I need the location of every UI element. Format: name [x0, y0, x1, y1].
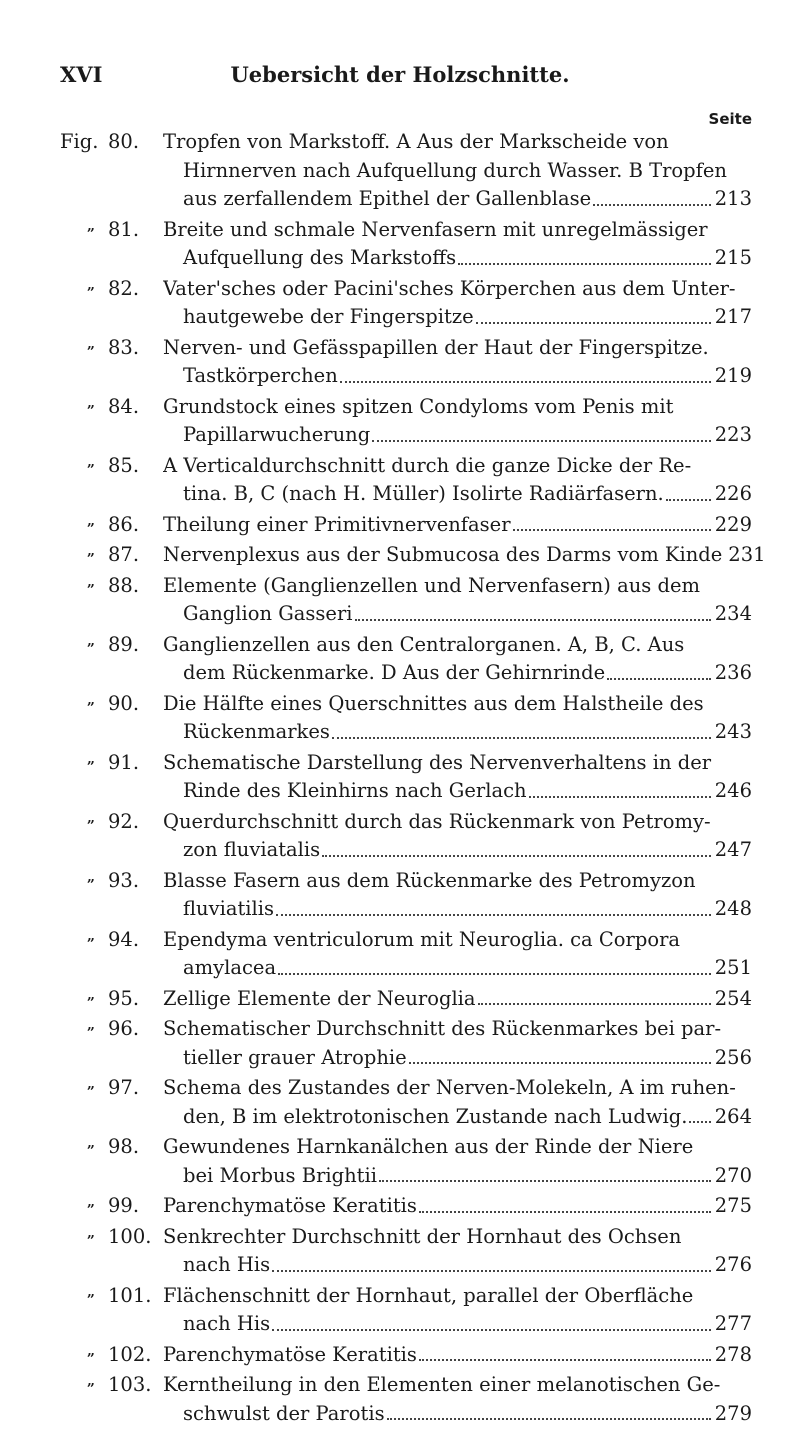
figure-number: 87. — [108, 543, 140, 566]
figure-caption — [163, 1282, 752, 1339]
dot-leader — [276, 895, 711, 916]
figure-caption — [163, 1341, 752, 1370]
figure-number: 85. — [108, 453, 140, 477]
caption-last-line — [163, 985, 752, 1014]
caption-line: A Verticaldurchschnitt durch die ganze Dicke der Re- — [163, 453, 692, 477]
figure-caption — [163, 511, 752, 540]
figure-caption — [163, 393, 752, 450]
figure-caption — [163, 1133, 752, 1190]
caption-line: Schema des Zustandes der Nerven-Molekeln, A im ruhen- — [163, 1076, 736, 1099]
caption-last-line — [163, 1251, 752, 1280]
page-ref: 279 — [714, 1401, 752, 1425]
figure-caption — [163, 1074, 752, 1131]
caption-line: Blasse Fasern aus dem Rückenmarke des Petromyzon — [163, 868, 696, 892]
caption-line: fluviatilis — [183, 897, 274, 920]
figure-number: 86. — [108, 512, 140, 536]
figure-caption — [163, 631, 752, 688]
dot-leader — [387, 1400, 711, 1421]
caption-line: Die Hälfte eines Querschnittes aus dem Halstheile des — [163, 691, 704, 715]
caption-line: schwulst der Parotis — [183, 1401, 385, 1425]
dot-leader — [340, 362, 711, 383]
dot-leader — [278, 954, 711, 975]
figure-entry — [0, 128, 800, 214]
figure-number: 95. — [108, 986, 140, 1010]
figure-number: 99. — [108, 1194, 140, 1217]
page-ref: 213 — [714, 187, 752, 210]
caption-line: Ependyma ventriculorum mit Neuroglia. ca Corpora — [163, 927, 681, 951]
ditto-mark: „ — [87, 394, 96, 411]
figure-caption — [163, 867, 752, 924]
ditto-mark: „ — [87, 1194, 96, 1210]
page-ref: 223 — [714, 423, 752, 446]
figure-number: 81. — [108, 217, 140, 241]
caption-line: Tropfen von Markstoff. A Aus der Markscheide von — [163, 130, 669, 153]
page-ref: 276 — [714, 1253, 752, 1276]
page-ref: 229 — [714, 512, 752, 536]
figure-caption — [163, 572, 752, 629]
figure-entry — [0, 334, 800, 391]
dot-leader — [529, 777, 711, 798]
caption-line: Zellige Elemente der Neuroglia — [163, 986, 476, 1010]
caption-line: hautgewebe der Fingerspitze — [183, 305, 474, 328]
caption-last-line — [163, 1044, 752, 1073]
figure-entry — [0, 541, 800, 570]
dot-leader — [332, 718, 711, 739]
figure-number: 89. — [108, 632, 140, 656]
page-ref: 243 — [714, 720, 752, 743]
figure-entry — [0, 985, 800, 1014]
dot-leader — [379, 1162, 711, 1183]
figure-entry — [0, 808, 800, 865]
caption-last-line — [163, 600, 752, 629]
caption-last-line — [163, 244, 752, 273]
caption-line: Papillarwucherung — [183, 423, 371, 446]
caption-line: Querdurchschnitt durch das Rückenmark von Petromy- — [163, 809, 711, 833]
caption-last-line — [163, 895, 752, 924]
figure-number: 92. — [108, 809, 140, 833]
figure-caption — [163, 985, 752, 1014]
figure-number: 94. — [108, 927, 140, 951]
ditto-mark: „ — [87, 1283, 96, 1300]
page-ref: 236 — [714, 661, 752, 684]
caption-line: bei Morbus Brightii — [183, 1163, 377, 1187]
ditto-mark: „ — [87, 750, 96, 767]
caption-line: Grundstock eines spitzen Condyloms vom Penis mit — [163, 394, 674, 418]
page-ref: 251 — [714, 956, 752, 979]
caption-line: Nerven- und Gefässpapillen der Haut der Fingerspitze. — [163, 335, 709, 359]
ditto-mark: „ — [87, 691, 96, 708]
ditto-mark: „ — [87, 453, 96, 470]
caption-line: Parenchymatöse Keratitis — [163, 1342, 417, 1366]
figure-entry — [0, 1341, 800, 1370]
figure-number: 102. — [108, 1342, 152, 1366]
caption-line: tieller grauer Atrophie — [183, 1045, 407, 1069]
caption-line: nach His — [183, 1253, 271, 1276]
caption-line: zon fluviatalis — [183, 838, 321, 861]
dot-leader — [593, 185, 711, 206]
ditto-mark: „ — [87, 512, 96, 529]
caption-last-line — [163, 480, 752, 509]
caption-line: Theilung einer Primitivnervenfaser — [163, 512, 511, 536]
caption-last-line — [163, 718, 752, 747]
figure-number: 83. — [108, 335, 140, 359]
figure-caption — [163, 1192, 752, 1221]
figure-caption — [163, 1015, 752, 1072]
page-ref: 275 — [714, 1194, 752, 1217]
caption-line: aus zerfallendem Epithel der Gallenblase — [183, 187, 592, 210]
caption-last-line — [163, 1162, 752, 1191]
page-ref: 219 — [714, 364, 752, 387]
ditto-mark: „ — [87, 1342, 96, 1359]
figure-entry — [0, 1371, 800, 1428]
figure-caption — [163, 749, 752, 806]
page-ref: 270 — [714, 1163, 752, 1187]
figure-entry — [0, 452, 800, 509]
caption-line: Senkrechter Durchschnitt der Hornhaut des Ochsen — [163, 1224, 682, 1248]
ditto-mark: „ — [87, 1135, 96, 1151]
dot-leader — [419, 1341, 711, 1362]
dot-leader — [272, 1310, 711, 1331]
figure-entry — [0, 216, 800, 273]
figure-entry — [0, 867, 800, 924]
figure-entry — [0, 749, 800, 806]
figure-number: 100. — [108, 1224, 152, 1248]
caption-last-line — [163, 836, 752, 865]
page-ref: 247 — [714, 838, 752, 861]
figure-caption — [163, 1223, 752, 1280]
figure-number: 84. — [108, 394, 140, 418]
figure-number: 103. — [108, 1373, 152, 1396]
figure-entry — [0, 572, 800, 629]
caption-line: Kerntheilung in den Elementen einer melanotischen Ge- — [163, 1373, 721, 1396]
figure-number: 93. — [108, 868, 140, 892]
page-ref: 231 — [728, 543, 766, 566]
figure-entry — [0, 275, 800, 332]
dot-leader — [689, 1103, 710, 1124]
caption-line: Rückenmarkes — [183, 720, 330, 743]
figure-entry — [0, 690, 800, 747]
figure-caption — [163, 452, 752, 509]
page-ref: 234 — [714, 602, 752, 625]
dot-leader — [607, 659, 711, 680]
figure-entry — [0, 1015, 800, 1072]
dot-leader — [372, 421, 711, 442]
caption-last-line — [163, 1310, 752, 1339]
dot-leader — [355, 600, 711, 621]
figure-number: 97. — [108, 1076, 140, 1099]
figure-entry — [0, 1282, 800, 1339]
dot-leader — [419, 1192, 711, 1213]
caption-line: den, B im elektrotonischen Zustande nach Ludwig. — [183, 1104, 688, 1128]
dot-leader — [513, 511, 711, 532]
caption-line: amylacea — [183, 956, 277, 979]
figure-number: 96. — [108, 1017, 140, 1040]
figure-number: 88. — [108, 573, 140, 597]
page-ref: 246 — [714, 779, 752, 802]
caption-line: Parenchymatöse Keratitis — [163, 1194, 417, 1217]
ditto-mark: „ — [87, 335, 96, 352]
figure-caption — [163, 334, 752, 391]
caption-last-line — [163, 541, 766, 570]
page-ref: 226 — [714, 482, 752, 505]
caption-line: Elemente (Ganglienzellen und Nervenfasern) aus dem — [163, 573, 701, 597]
dot-leader — [478, 985, 711, 1006]
caption-last-line — [163, 1103, 752, 1132]
caption-line: Rinde des Kleinhirns nach Gerlach — [183, 779, 527, 802]
caption-line: Tastkörperchen — [183, 364, 338, 387]
figure-list — [0, 128, 800, 1430]
caption-line: dem Rückenmarke. D Aus der Gehirnrinde — [183, 661, 606, 684]
caption-line: Ganglion Gasseri — [183, 602, 353, 625]
caption-line: Ganglienzellen aus den Centralorganen. A, B, C. Aus — [163, 632, 685, 656]
figure-number: 82. — [108, 276, 140, 300]
caption-line: Gewundenes Harnkanälchen aus der Rinde der Niere — [163, 1135, 694, 1158]
page-ref: 277 — [714, 1312, 752, 1335]
caption-last-line — [163, 954, 752, 983]
caption-line: Schematischer Durchschnitt des Rückenmarkes bei par- — [163, 1017, 722, 1040]
figure-entry — [0, 511, 800, 540]
figure-entry — [0, 1192, 800, 1221]
caption-line: Breite und schmale Nervenfasern mit unregelmässiger — [163, 217, 708, 241]
ditto-mark: „ — [87, 1373, 96, 1389]
dot-leader — [458, 244, 711, 265]
figure-caption — [163, 808, 752, 865]
figure-caption — [163, 690, 752, 747]
caption-last-line — [163, 303, 752, 332]
caption-line: Aufquellung des Markstoffs — [183, 246, 457, 269]
caption-last-line — [163, 1192, 752, 1221]
figure-number: 98. — [108, 1135, 140, 1158]
caption-last-line — [163, 185, 752, 214]
figure-caption — [163, 128, 752, 214]
figure-number: 90. — [108, 691, 140, 715]
caption-last-line — [163, 1400, 752, 1429]
caption-line: Hirnnerven nach Aufquellung durch Wasser. B Tropfen — [183, 158, 727, 182]
figure-entry — [0, 631, 800, 688]
caption-line: tina. B, C (nach H. Müller) Isolirte Radiärfasern. — [183, 482, 664, 505]
figure-caption — [163, 926, 752, 983]
dot-leader — [666, 480, 711, 501]
ditto-mark: „ — [87, 868, 96, 885]
dot-leader — [322, 836, 711, 857]
ditto-mark: „ — [87, 1017, 96, 1033]
caption-line: Vater'sches oder Pacini'sches Körperchen aus dem Unter- — [163, 276, 736, 300]
figure-entry — [0, 1074, 800, 1131]
ditto-mark: „ — [87, 543, 96, 559]
ditto-mark: „ — [87, 809, 96, 826]
page-ref: 217 — [714, 305, 752, 328]
ditto-mark: „ — [87, 1076, 96, 1092]
page-ref: 215 — [714, 246, 752, 269]
caption-last-line — [163, 511, 752, 540]
ditto-mark: „ — [87, 276, 96, 293]
ditto-mark: „ — [87, 573, 96, 590]
figure-caption — [163, 541, 766, 570]
dot-leader — [409, 1044, 711, 1065]
caption-line: Schematische Darstellung des Nervenverhaltens in der — [163, 750, 712, 774]
ditto-mark: „ — [87, 217, 96, 234]
ditto-mark: „ — [87, 927, 96, 944]
figure-number: 91. — [108, 750, 140, 774]
figure-entry — [0, 393, 800, 450]
caption-line: Flächenschnitt der Hornhaut, parallel der Oberfläche — [163, 1283, 694, 1307]
page-ref: 256 — [714, 1045, 752, 1069]
page-ref: 248 — [714, 897, 752, 920]
figure-caption — [163, 275, 752, 332]
page-ref: 278 — [714, 1342, 752, 1366]
dot-leader — [476, 303, 711, 324]
figure-entry — [0, 1133, 800, 1190]
figure-caption — [163, 216, 752, 273]
ditto-mark: „ — [87, 632, 96, 649]
dot-leader — [272, 1251, 711, 1272]
caption-last-line — [163, 777, 752, 806]
fig-label: Fig. — [60, 130, 99, 153]
caption-line: nach His — [183, 1312, 271, 1335]
page-ref: 264 — [714, 1104, 752, 1128]
caption-last-line — [163, 362, 752, 391]
ditto-mark: „ — [87, 986, 96, 1003]
figure-number: 80. — [108, 130, 140, 153]
page-ref: 254 — [714, 986, 752, 1010]
figure-entry — [0, 926, 800, 983]
running-title: Uebersicht der Holzschnitte. — [230, 62, 570, 87]
figure-caption — [163, 1371, 752, 1428]
caption-last-line — [163, 659, 752, 688]
page-number: XVI — [60, 62, 103, 87]
figure-number: 101. — [108, 1283, 152, 1307]
page-header — [0, 62, 800, 92]
caption-last-line — [163, 421, 752, 450]
figure-entry — [0, 1223, 800, 1280]
caption-last-line — [163, 1341, 752, 1370]
page-column-label: Seite — [708, 110, 752, 128]
caption-line: Nervenplexus aus der Submucosa des Darms vom Kinde — [163, 543, 723, 566]
ditto-mark: „ — [87, 1224, 96, 1241]
